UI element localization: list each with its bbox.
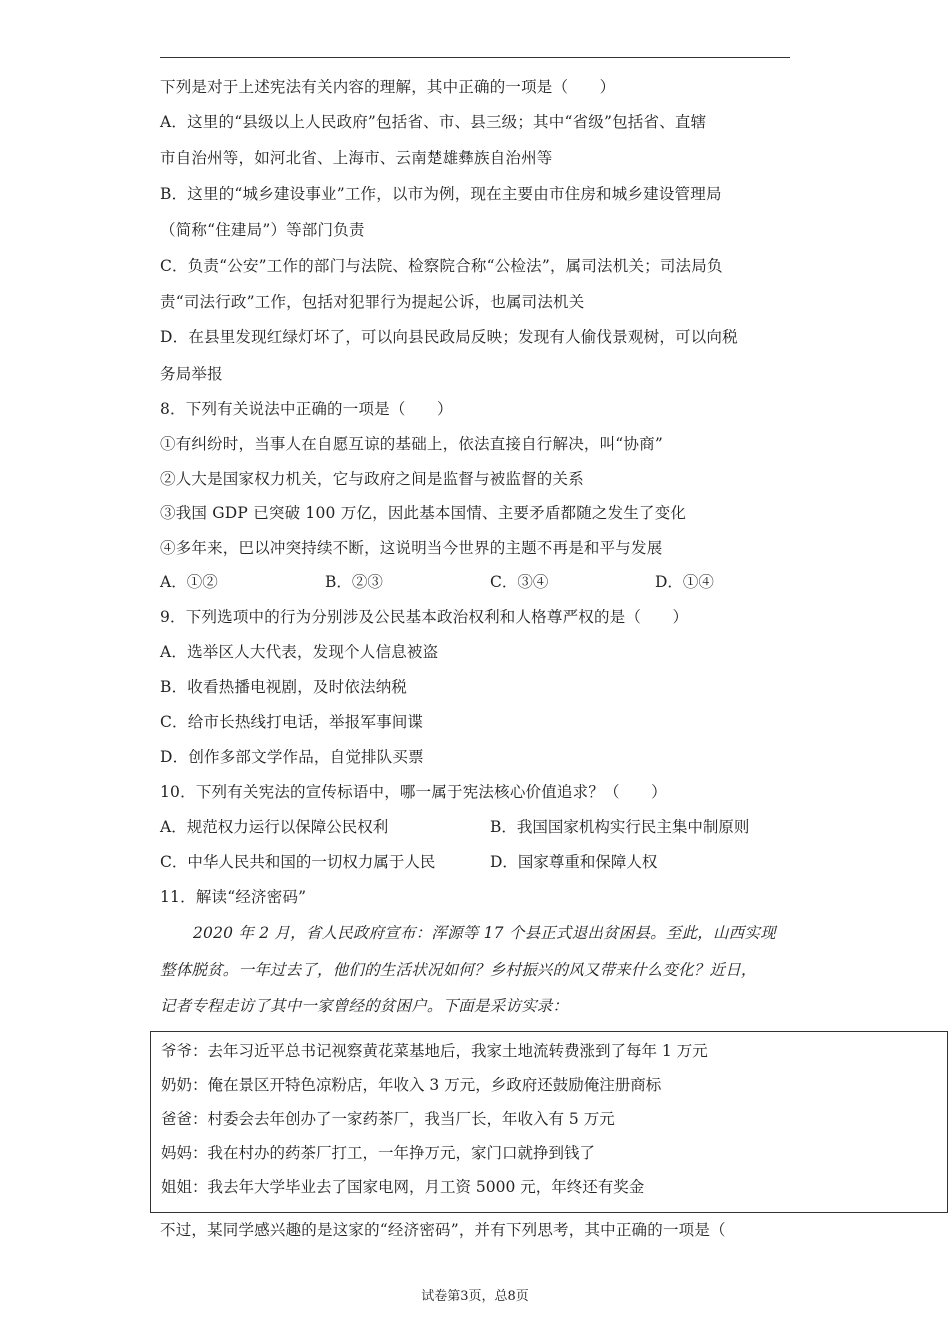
interview-grandma: 奶奶：俺在景区开特色凉粉店，年收入 3 万元，乡政府还鼓励俺注册商标 [161, 1076, 662, 1094]
q11-passage-line2: 整体脱贫。一年过去了，他们的生活状况如何？乡村振兴的风又带来什么变化？近日， [160, 961, 757, 979]
q11-followup: 不过，某同学感兴趣的是这家的“经济密码”，并有下列思考，其中正确的一项是（ [160, 1221, 726, 1239]
q7-option-c-line1: C．负责“公安”工作的部门与法院、检察院合称“公检法”，属司法机关；司法局负 [160, 257, 723, 275]
q8-option-d: D．①④ [655, 573, 714, 591]
interview-box [150, 1031, 948, 1213]
q9-stem: 9．下列选项中的行为分别涉及公民基本政治权利和人格尊严权的是（ ） [160, 608, 689, 626]
interview-mother: 妈妈：我在村办的药茶厂打工，一年挣万元，家门口就挣到钱了 [161, 1144, 596, 1162]
q7-option-d-line2: 务局举报 [160, 365, 223, 383]
q8-statement-1: ①有纠纷时，当事人在自愿互谅的基础上，依法直接自行解决，叫“协商” [160, 435, 663, 453]
q9-option-b: B．收看热播电视剧，及时依法纳税 [160, 678, 408, 696]
q9-option-c: C．给市长热线打电话，举报军事间谍 [160, 713, 424, 731]
q10-stem: 10．下列有关宪法的宣传标语中，哪一属于宪法核心价值追求？（ ） [160, 783, 667, 801]
q8-stem: 8．下列有关说法中正确的一项是（ ） [160, 400, 453, 418]
q10-option-d: D．国家尊重和保障人权 [490, 853, 658, 871]
q8-option-a: A．①② [160, 573, 218, 591]
q7-option-c-line2: 责“司法行政”工作，包括对犯罪行为提起公诉，也属司法机关 [160, 293, 585, 311]
q7-option-a-line2: 市自治州等，如河北省、上海市、云南楚雄彝族自治州等 [160, 149, 553, 167]
q7-option-b-line1: B．这里的“城乡建设事业”工作，以市为例，现在主要由市住房和城乡建设管理局 [160, 185, 722, 203]
interview-father: 爸爸：村委会去年创办了一家药茶厂，我当厂长，年收入有 5 万元 [161, 1110, 615, 1128]
q10-option-c: C．中华人民共和国的一切权力属于人民 [160, 853, 436, 871]
q10-option-a: A．规范权力运行以保障公民权利 [160, 818, 389, 836]
interview-grandpa: 爷爷：去年习近平总书记视察黄花菜基地后，我家土地流转费涨到了每年 1 万元 [161, 1042, 708, 1060]
q11-passage-line1: 2020 年 2 月，省人民政府宣布：浑源等 17 个县正式退出贫困县。至此，山西实现 [193, 924, 776, 942]
q9-option-a: A．选举区人大代表，发现个人信息被盗 [160, 643, 439, 661]
q7-option-b-line2: （简称“住建局”）等部门负责 [160, 221, 365, 239]
q11-passage-line3: 记者专程走访了其中一家曾经的贫困户。下面是采访实录： [160, 997, 569, 1015]
page-footer: 试卷第3页，总8页 [421, 1289, 529, 1304]
q8-statement-3: ③我国 GDP 已突破 100 万亿，因此基本国情、主要矛盾都随之发生了变化 [160, 504, 687, 522]
q8-option-c: C．③④ [490, 573, 549, 591]
q8-option-b: B．②③ [325, 573, 383, 591]
interview-sister: 姐姐：我去年大学毕业去了国家电网，月工资 5000 元，年终还有奖金 [161, 1178, 645, 1196]
q7-option-a-line1: A．这里的“县级以上人民政府”包括省、市、县三级；其中“省级”包括省、直辖 [160, 113, 707, 131]
q9-option-d: D．创作多部文学作品，自觉排队买票 [160, 748, 424, 766]
q11-stem: 11．解读“经济密码” [160, 888, 307, 906]
q8-statement-2: ②人大是国家权力机关，它与政府之间是监督与被监督的关系 [160, 470, 584, 488]
header-rule [160, 57, 790, 58]
q8-statement-4: ④多年来，巴以冲突持续不断，这说明当今世界的主题不再是和平与发展 [160, 539, 663, 557]
q7-stem: 下列是对于上述宪法有关内容的理解，其中正确的一项是（ ） [160, 78, 616, 96]
q7-option-d-line1: D．在县里发现红绿灯坏了，可以向县民政局反映；发现有人偷伐景观树，可以向税 [160, 328, 738, 346]
q10-option-b: B．我国国家机构实行民主集中制原则 [490, 818, 750, 836]
